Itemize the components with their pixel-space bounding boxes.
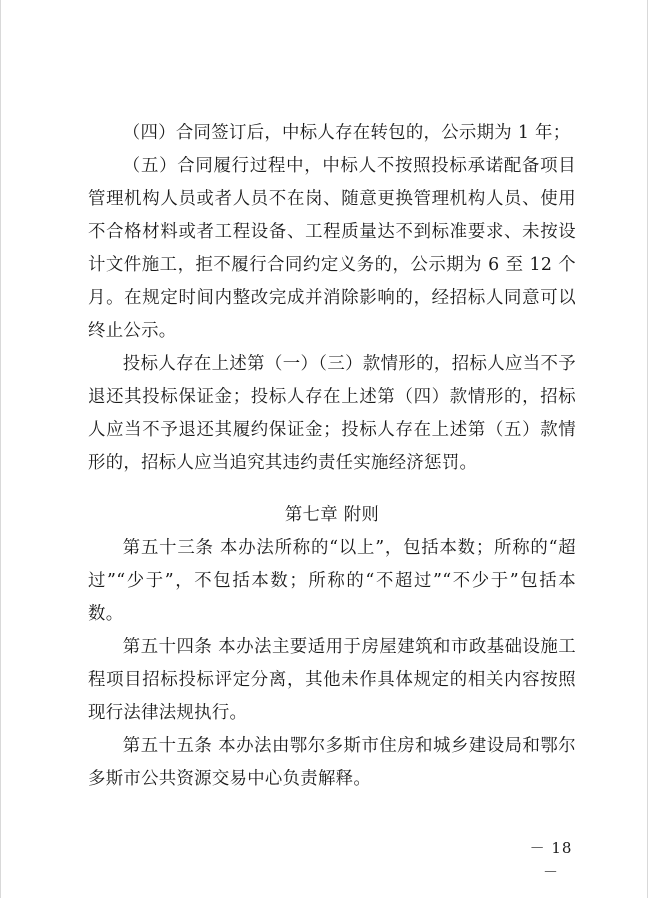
clause-item-5: （五）合同履行过程中，中标人不按照投标承诺配备项目管理机构人员或者人员不在岗、随意更换管理机构人员、使用不合格材料或者工程设备、工程质量达不到标准要求、未按设计文件施工，拒不履行合同约定义务的，公示期为 6 至 12 个月。在规定时间内整改完成并消除影响的，经招标人同意可以终止公示。 — [88, 156, 576, 341]
article-54: 第五十四条 本办法主要适用于房屋建筑和市政基础设施工程项目招标投标评定分离，其他未作具体规定的相关内容按照现行法律法规执行。 — [88, 637, 576, 723]
article-55: 第五十五条 本办法由鄂尔多斯市住房和城乡建设局和鄂尔多斯市公共资源交易中心负责解释。 — [88, 736, 576, 789]
chapter-heading: 第七章 附则 — [284, 505, 380, 525]
deposit-clause: 投标人存在上述第（一）（三）款情形的，招标人应当不予退还其投标保证金；投标人存在上述第（四）款情形的，招标人应当不予退还其履约保证金；投标人存在上述第（五）款情形的，招标人应当追究其违约责任实施经济惩罚。 — [88, 354, 576, 473]
article-53: 第五十三条 本办法所称的“以上”，包括本数；所称的“超过”“少于”，不包括本数；所称的“不超过”“不少于”包括本数。 — [88, 538, 576, 624]
page-number: － 18 － — [529, 839, 573, 881]
clause-item-4: （四）合同签订后，中标人存在转包的，公示期为 1 年； — [122, 123, 571, 143]
document-body — [88, 117, 576, 796]
